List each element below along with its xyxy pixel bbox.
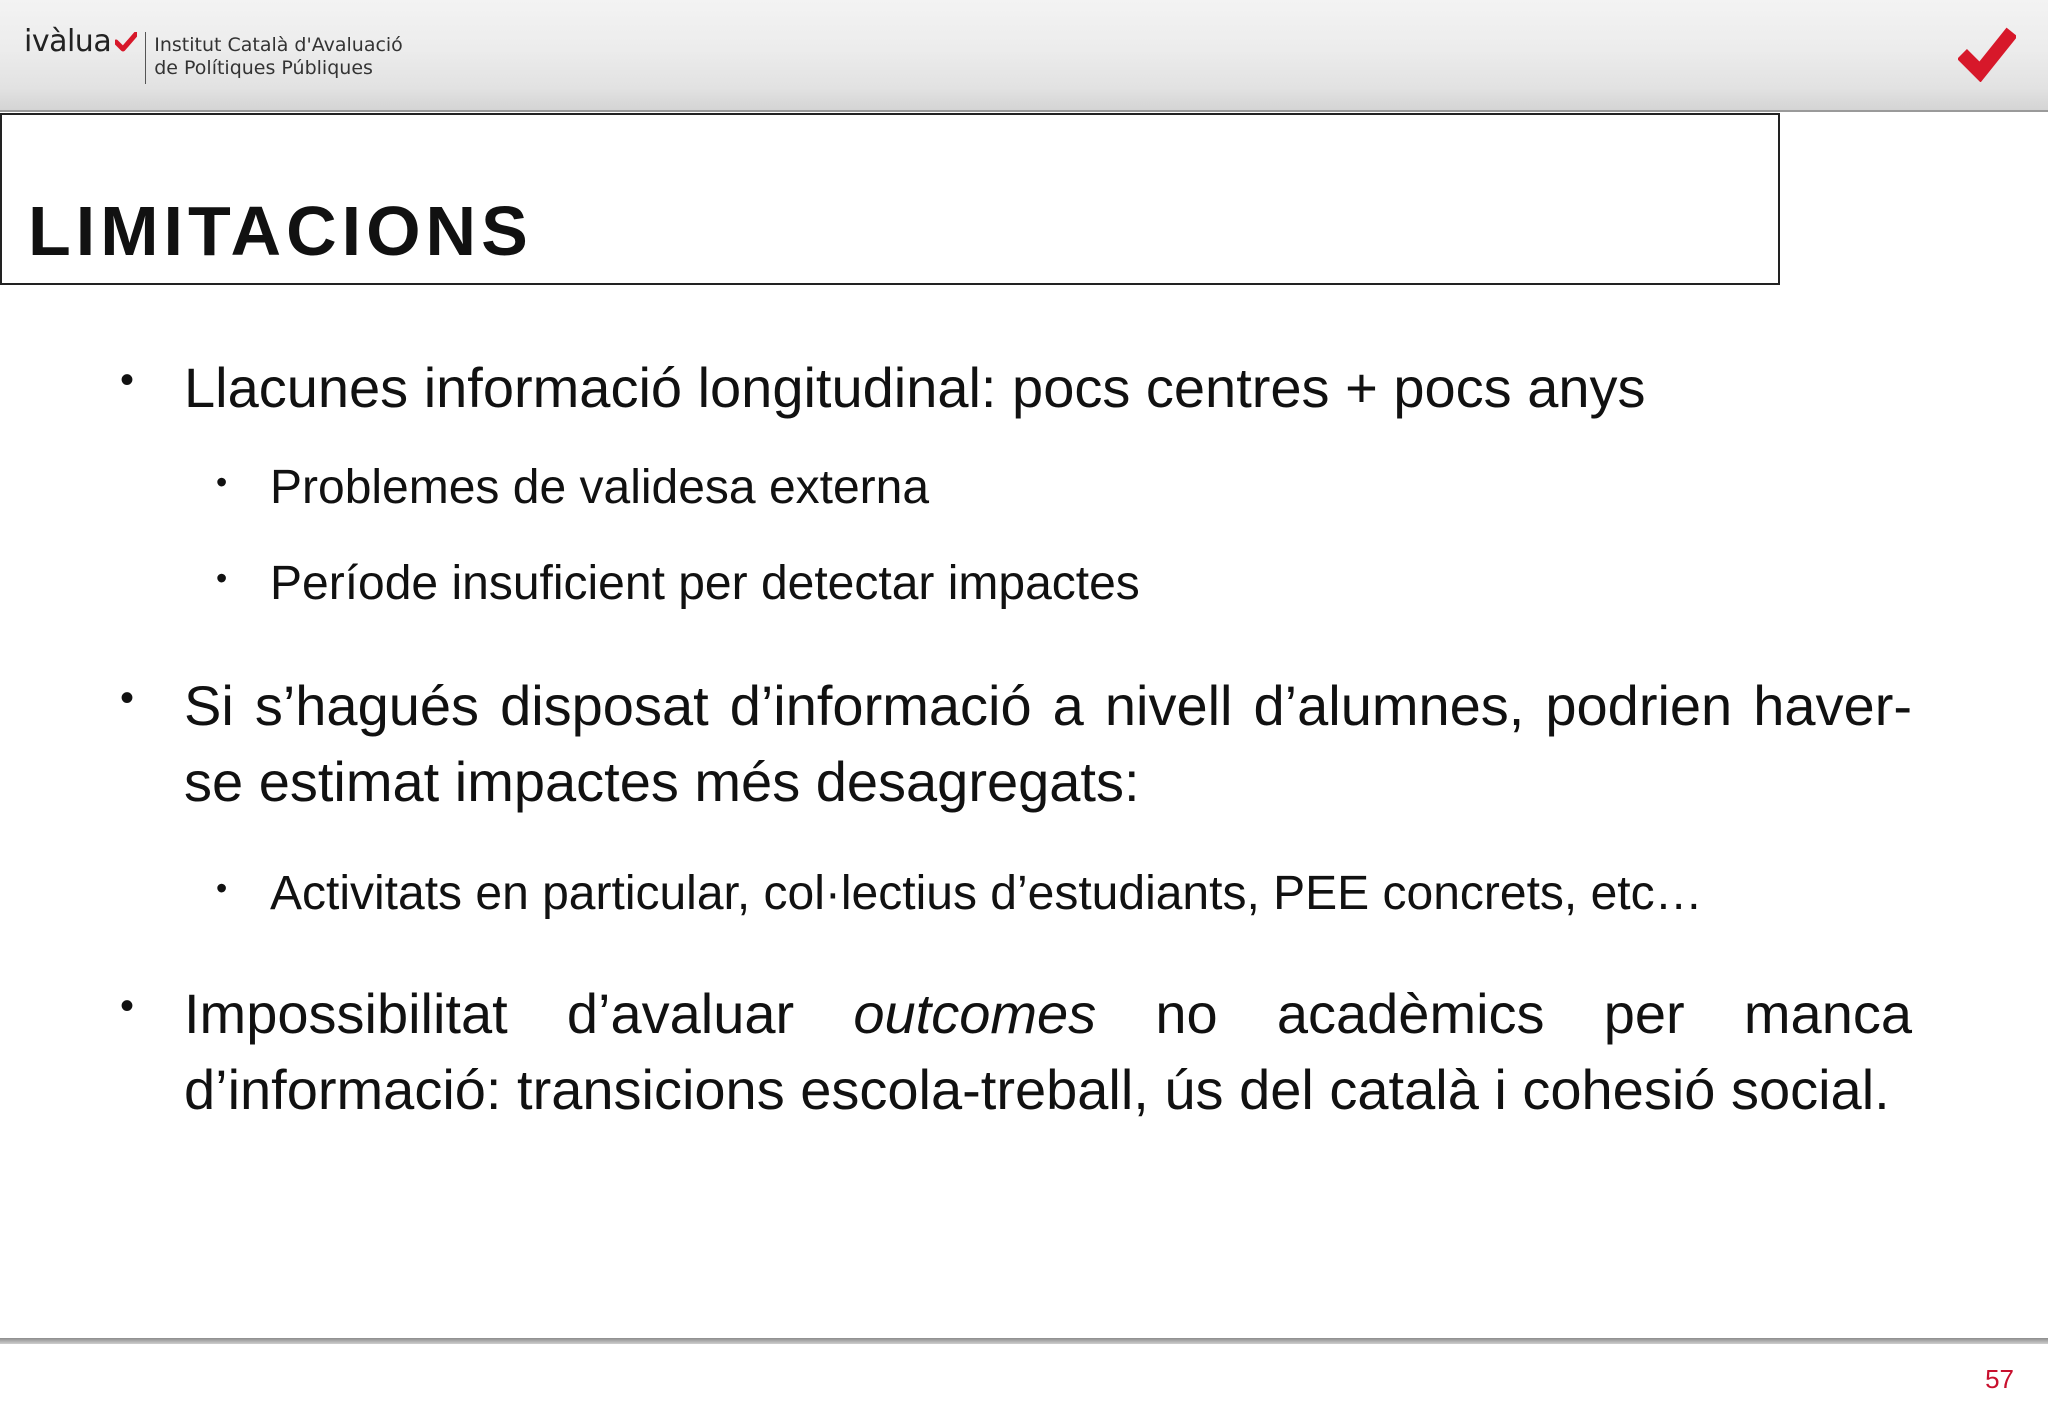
bullet-text: Llacunes informació longitudinal: pocs centres + pocs anys [184, 356, 1646, 419]
bullet-dot: • [216, 560, 228, 596]
logo-divider [145, 32, 146, 84]
institute-line-2: de Polítiques Públiques [154, 57, 373, 79]
ivalua-logo [24, 22, 403, 84]
logo-wordmark: ivàlua [24, 24, 112, 59]
sub-bullet-text: Període insuficient per detectar impactes [270, 557, 1140, 610]
bullet-dot: • [120, 358, 135, 402]
footer-divider [0, 1338, 2048, 1344]
slide-title: LIMITACIONS [28, 192, 533, 270]
bullet-dot: • [120, 984, 135, 1028]
institute-line-1: Institut Català d'Avaluació [154, 34, 403, 56]
header-bar [0, 0, 2048, 112]
bullet-3 [120, 976, 1912, 1128]
title-box [0, 113, 1780, 285]
bullet-text [184, 976, 1912, 1128]
sub-bullet-text: Problemes de validesa externa [270, 461, 930, 514]
bullet-2 [120, 668, 1912, 820]
bullet-text: Si s’hagués disposat d’informació a nivell d’alumnes, podrien haver-se estimat impactes més desagregats: [184, 674, 1912, 813]
bullet-dot: • [216, 464, 228, 500]
bullet-1 [120, 350, 1912, 426]
institute-name [154, 34, 403, 80]
bullet-text-after: no acadèmics per manca d’informació: transicions escola-treball, ús del català i cohesió social. [184, 982, 1912, 1121]
bullet-text-italic: outcomes [853, 982, 1097, 1045]
sub-bullet-text: Activitats en particular, col·lectius d’estudiants, PEE concrets, etc… [270, 867, 1703, 920]
bullet-text-before: Impossibilitat d’avaluar [184, 982, 854, 1045]
brand-check-icon [1958, 26, 2016, 82]
bullet-dot: • [216, 870, 228, 906]
bullet-dot: • [120, 676, 135, 720]
sub-bullet-2-1 [216, 864, 1916, 924]
sub-bullet-1-1 [216, 458, 1916, 518]
logo-check-icon [115, 32, 137, 52]
sub-bullet-1-2 [216, 554, 1916, 614]
page-number: 57 [1985, 1364, 2014, 1394]
